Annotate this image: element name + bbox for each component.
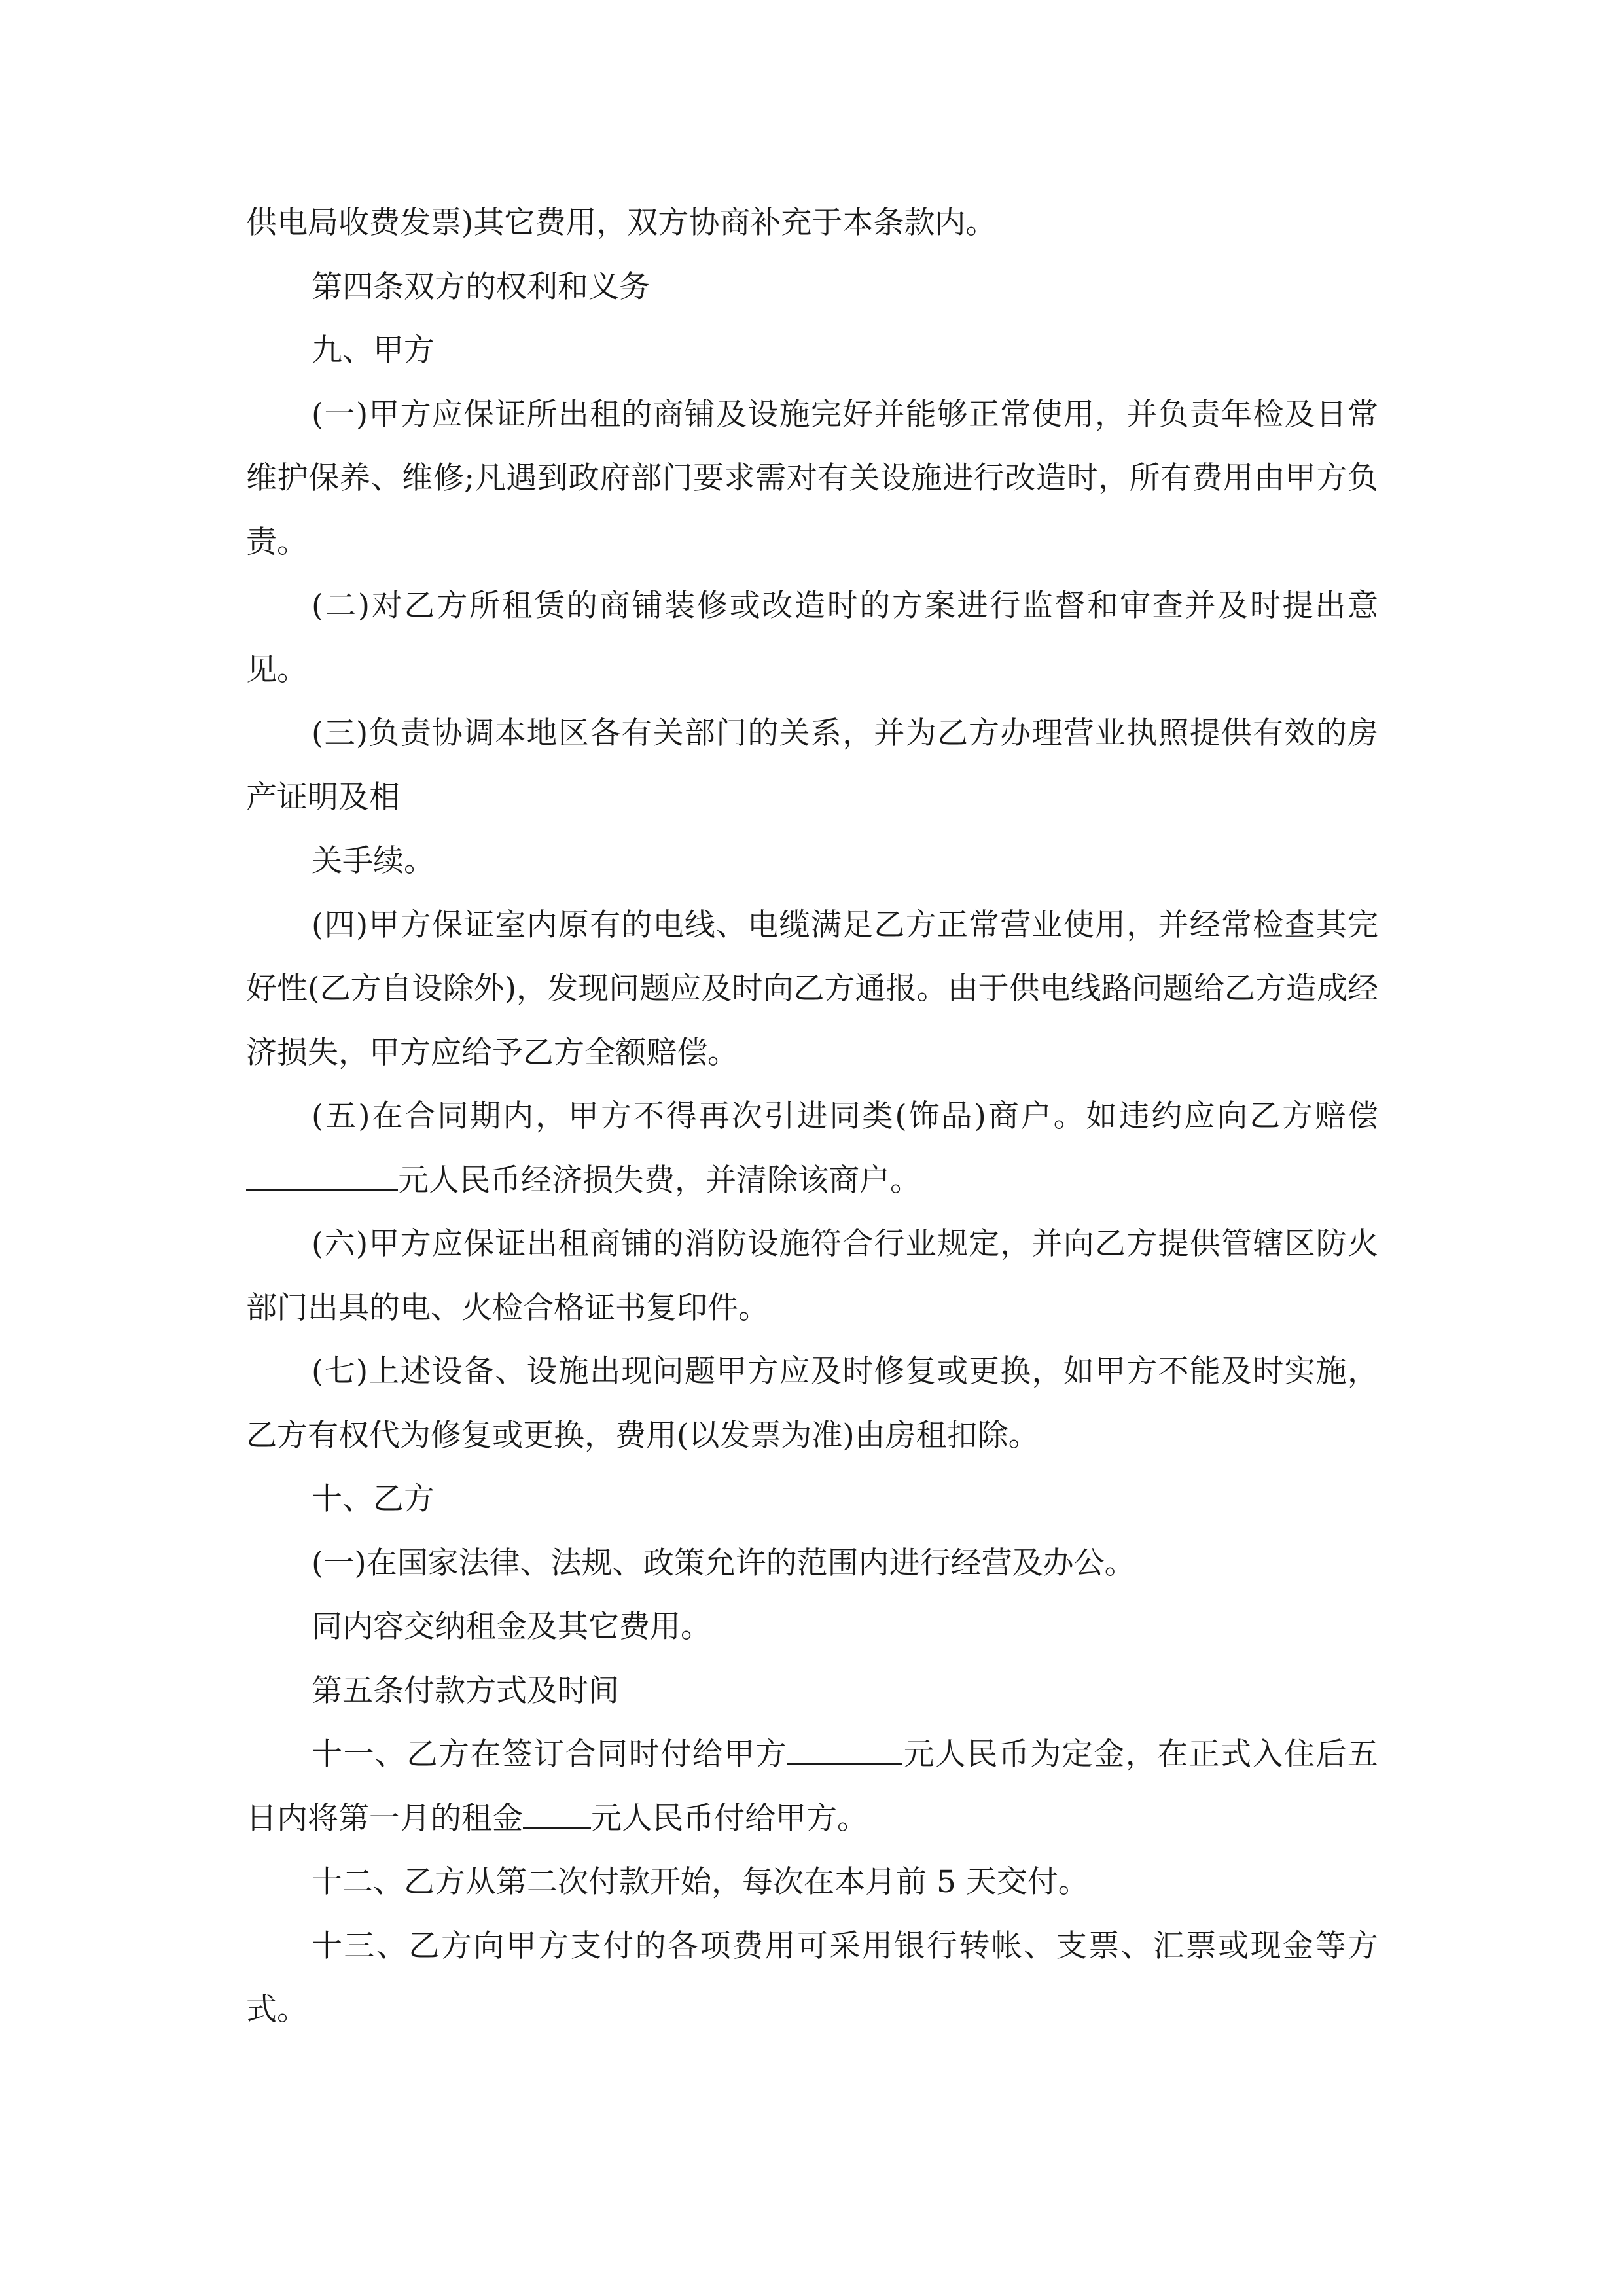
- paragraph-text: 十一、乙方在签订合同时付给甲方: [312, 1736, 787, 1772]
- paragraph-fee-note: [246, 191, 1378, 255]
- paragraph-text: (二)对乙方所租赁的商铺装修或改造时的方案进行监督和审查并及时提出意见。: [246, 588, 1378, 688]
- heading-text: 十、乙方: [312, 1481, 435, 1517]
- paragraph-text: 同内容交纳租金及其它费用。: [312, 1609, 711, 1645]
- clause-party-a-3-continued: [246, 829, 1378, 893]
- paragraph-text: 供电局收费发票)其它费用，双方协商补充于本条款内。: [246, 205, 997, 241]
- article-five-heading: [246, 1659, 1378, 1723]
- heading-text: 九、甲方: [312, 332, 435, 368]
- clause-thirteen: [246, 1914, 1378, 2042]
- clause-party-a-2: [246, 574, 1378, 702]
- document-body: [246, 191, 1378, 2042]
- paragraph-text: 元人民币付给甲方。: [591, 1800, 868, 1837]
- fill-in-blank: [787, 1734, 902, 1765]
- paragraph-text: (三)负责协调本地区各有关部门的关系，并为乙方办理营业执照提供有效的房产证明及相: [246, 715, 1378, 816]
- paragraph-text: (六)甲方应保证出租商铺的消防设施符合行业规定，并向乙方提供管辖区防火部门出具的电、火检合格证书复印件。: [246, 1226, 1378, 1326]
- clause-party-a-4: [246, 893, 1378, 1085]
- clause-eleven: [246, 1723, 1378, 1850]
- paragraph-text: (七)上述设备、设施出现问题甲方应及时修复或更换，如甲方不能及时实施，乙方有权代为修复或更换，费用(以发票为准)由房租扣除。: [246, 1354, 1378, 1454]
- section-ten-heading: [246, 1467, 1378, 1532]
- fill-in-blank: [523, 1799, 591, 1829]
- clause-party-a-5: [246, 1085, 1378, 1212]
- paragraph-text: 十二、乙方从第二次付款开始，每次在本月前 5 天交付。: [312, 1864, 1089, 1900]
- paragraph-text: 元人民币经济损失费，并清除该商户。: [398, 1162, 921, 1198]
- clause-party-a-1: [246, 383, 1378, 575]
- heading-text: 第五条付款方式及时间: [312, 1672, 619, 1709]
- clause-party-b-rent: [246, 1595, 1378, 1659]
- paragraph-text: (一)在国家法律、法规、政策允许的范围内进行经营及办公。: [312, 1545, 1135, 1581]
- paragraph-text: (一)甲方应保证所出租的商铺及设施完好并能够正常使用，并负责年检及日常维护保养、维修;凡遇到政府部门要求需对有关设施进行改造时，所有费用由甲方负责。: [246, 396, 1378, 560]
- section-nine-heading: [246, 319, 1378, 383]
- paragraph-text: (四)甲方保证室内原有的电线、电缆满足乙方正常营业使用，并经常检查其完好性(乙方自设除外)，发现问题应及时向乙方通报。由于供电线路问题给乙方造成经济损失，甲方应给予乙方全额赔偿。: [246, 906, 1378, 1071]
- clause-party-a-3: [246, 702, 1378, 829]
- article-four-heading: [246, 255, 1378, 319]
- clause-party-b-1: [246, 1532, 1378, 1596]
- clause-party-a-6: [246, 1212, 1378, 1340]
- clause-party-a-7: [246, 1340, 1378, 1467]
- paragraph-text: 关手续。: [312, 843, 435, 879]
- paragraph-text: 元人民币为定金，在正式入住后五日内将第一月的租金: [246, 1736, 1378, 1837]
- heading-text: 第四条双方的权利和义务: [312, 268, 650, 305]
- paragraph-text: 十三、乙方向甲方支付的各项费用可采用银行转帐、支票、汇票或现金等方式。: [246, 1928, 1378, 2028]
- clause-twelve: [246, 1850, 1378, 1914]
- fill-in-blank: [246, 1160, 398, 1191]
- paragraph-text: (五)在合同期内，甲方不得再次引进同类(饰品)商户。如违约应向乙方赔偿: [312, 1098, 1378, 1134]
